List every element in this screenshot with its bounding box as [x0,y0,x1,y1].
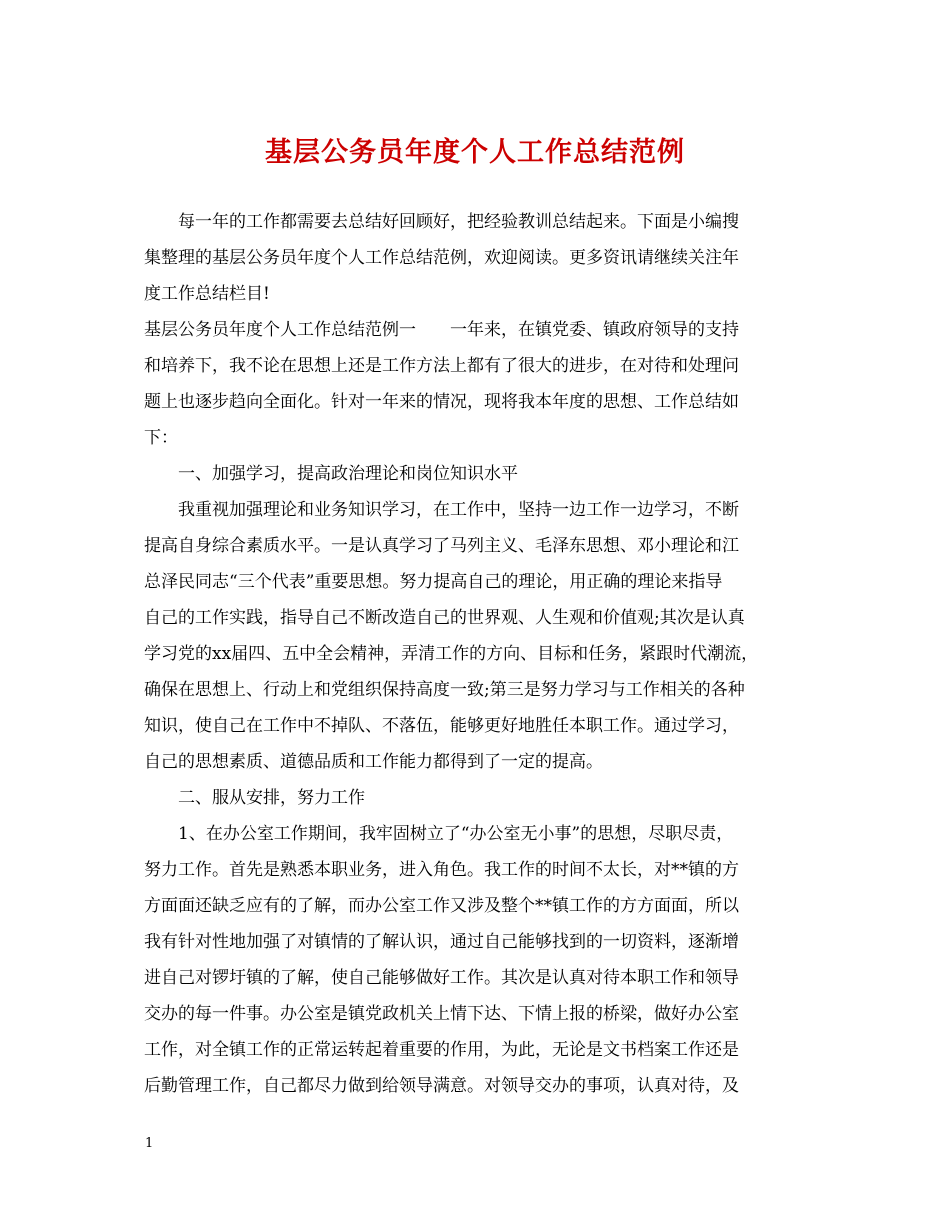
paragraph-line: 后勤管理工作，自己都尽力做到给领导满意。对领导交办的事项，认真对待，及 [144,1076,739,1096]
paragraph-line: 我重视加强理论和业务知识学习，在工作中，坚持一边工作一边学习，不断 [178,500,739,520]
paragraph-line: 工作，对全镇工作的正常运转起着重要的作用，为此，无论是文书档案工作还是 [144,1040,739,1060]
paragraph-line: 确保在思想上、行动上和党组织保持高度一致;第三是努力学习与工作相关的各种 [144,680,745,700]
paragraph-line: 我有针对性地加强了对镇情的了解认识，通过自己能够找到的一切资料，逐渐增 [144,932,739,952]
paragraph-line: 度工作总结栏目! [144,284,270,304]
paragraph-line: 总泽民同志“三个代表”重要思想。努力提高自己的理论，用正确的理论来指导 [144,572,723,592]
paragraph-line: 进自己对锣圩镇的了解，使自己能够做好工作。其次是认真对待本职工作和领导 [144,968,739,988]
paragraph-line: 下： [144,428,178,448]
paragraph-line: 知识，使自己在工作中不掉队、不落伍，能够更好地胜任本职工作。通过学习， [144,716,739,736]
paragraph-line: 提高自身综合素质水平。一是认真学习了马列主义、毛泽东思想、邓小理论和江 [144,536,739,556]
document-title: 基层公务员年度个人工作总结范例 [265,137,685,168]
paragraph-line: 题上也逐步趋向全面化。针对一年来的情况，现将我本年度的思想、工作总结如 [144,392,739,412]
paragraph-line: 集整理的基层公务员年度个人工作总结范例，欢迎阅读。更多资讯请继续关注年 [144,248,739,268]
paragraph-line: 交办的每一件事。办公室是镇党政机关上情下达、下情上报的桥梁，做好办公室 [144,1004,739,1024]
paragraph-line: 和培养下，我不论在思想上还是工作方法上都有了很大的进步，在对待和处理问 [144,356,739,376]
page-number: 1 [145,1136,154,1151]
section-heading: 二、服从安排，努力工作 [178,788,365,808]
section-heading: 一、加强学习，提高政治理论和岗位知识水平 [178,464,518,484]
paragraph-line: 每一年的工作都需要去总结好回顾好，把经验教训总结起来。下面是小编搜 [178,212,739,232]
paragraph-line: 自己的工作实践，指导自己不断改造自己的世界观、人生观和价值观;其次是认真 [144,608,745,628]
paragraph-line: 基层公务员年度个人工作总结范例一 一年来，在镇党委、镇政府领导的支持 [144,320,739,340]
paragraph-line: 1、在办公室工作期间，我牢固树立了“办公室无小事”的思想，尽职尽责， [178,824,734,844]
paragraph-line: 学习党的xx届四、五中全会精神，弄清工作的方向、目标和任务，紧跟时代潮流， [144,644,759,664]
paragraph-line: 努力工作。首先是熟悉本职业务，进入角色。我工作的时间不太长，对**镇的方 [144,860,739,880]
paragraph-line: 方面面还缺乏应有的了解，而办公室工作又涉及整个**镇工作的方方面面，所以 [144,896,739,916]
paragraph-line: 自己的思想素质、道德品质和工作能力都得到了一定的提高。 [144,752,603,772]
